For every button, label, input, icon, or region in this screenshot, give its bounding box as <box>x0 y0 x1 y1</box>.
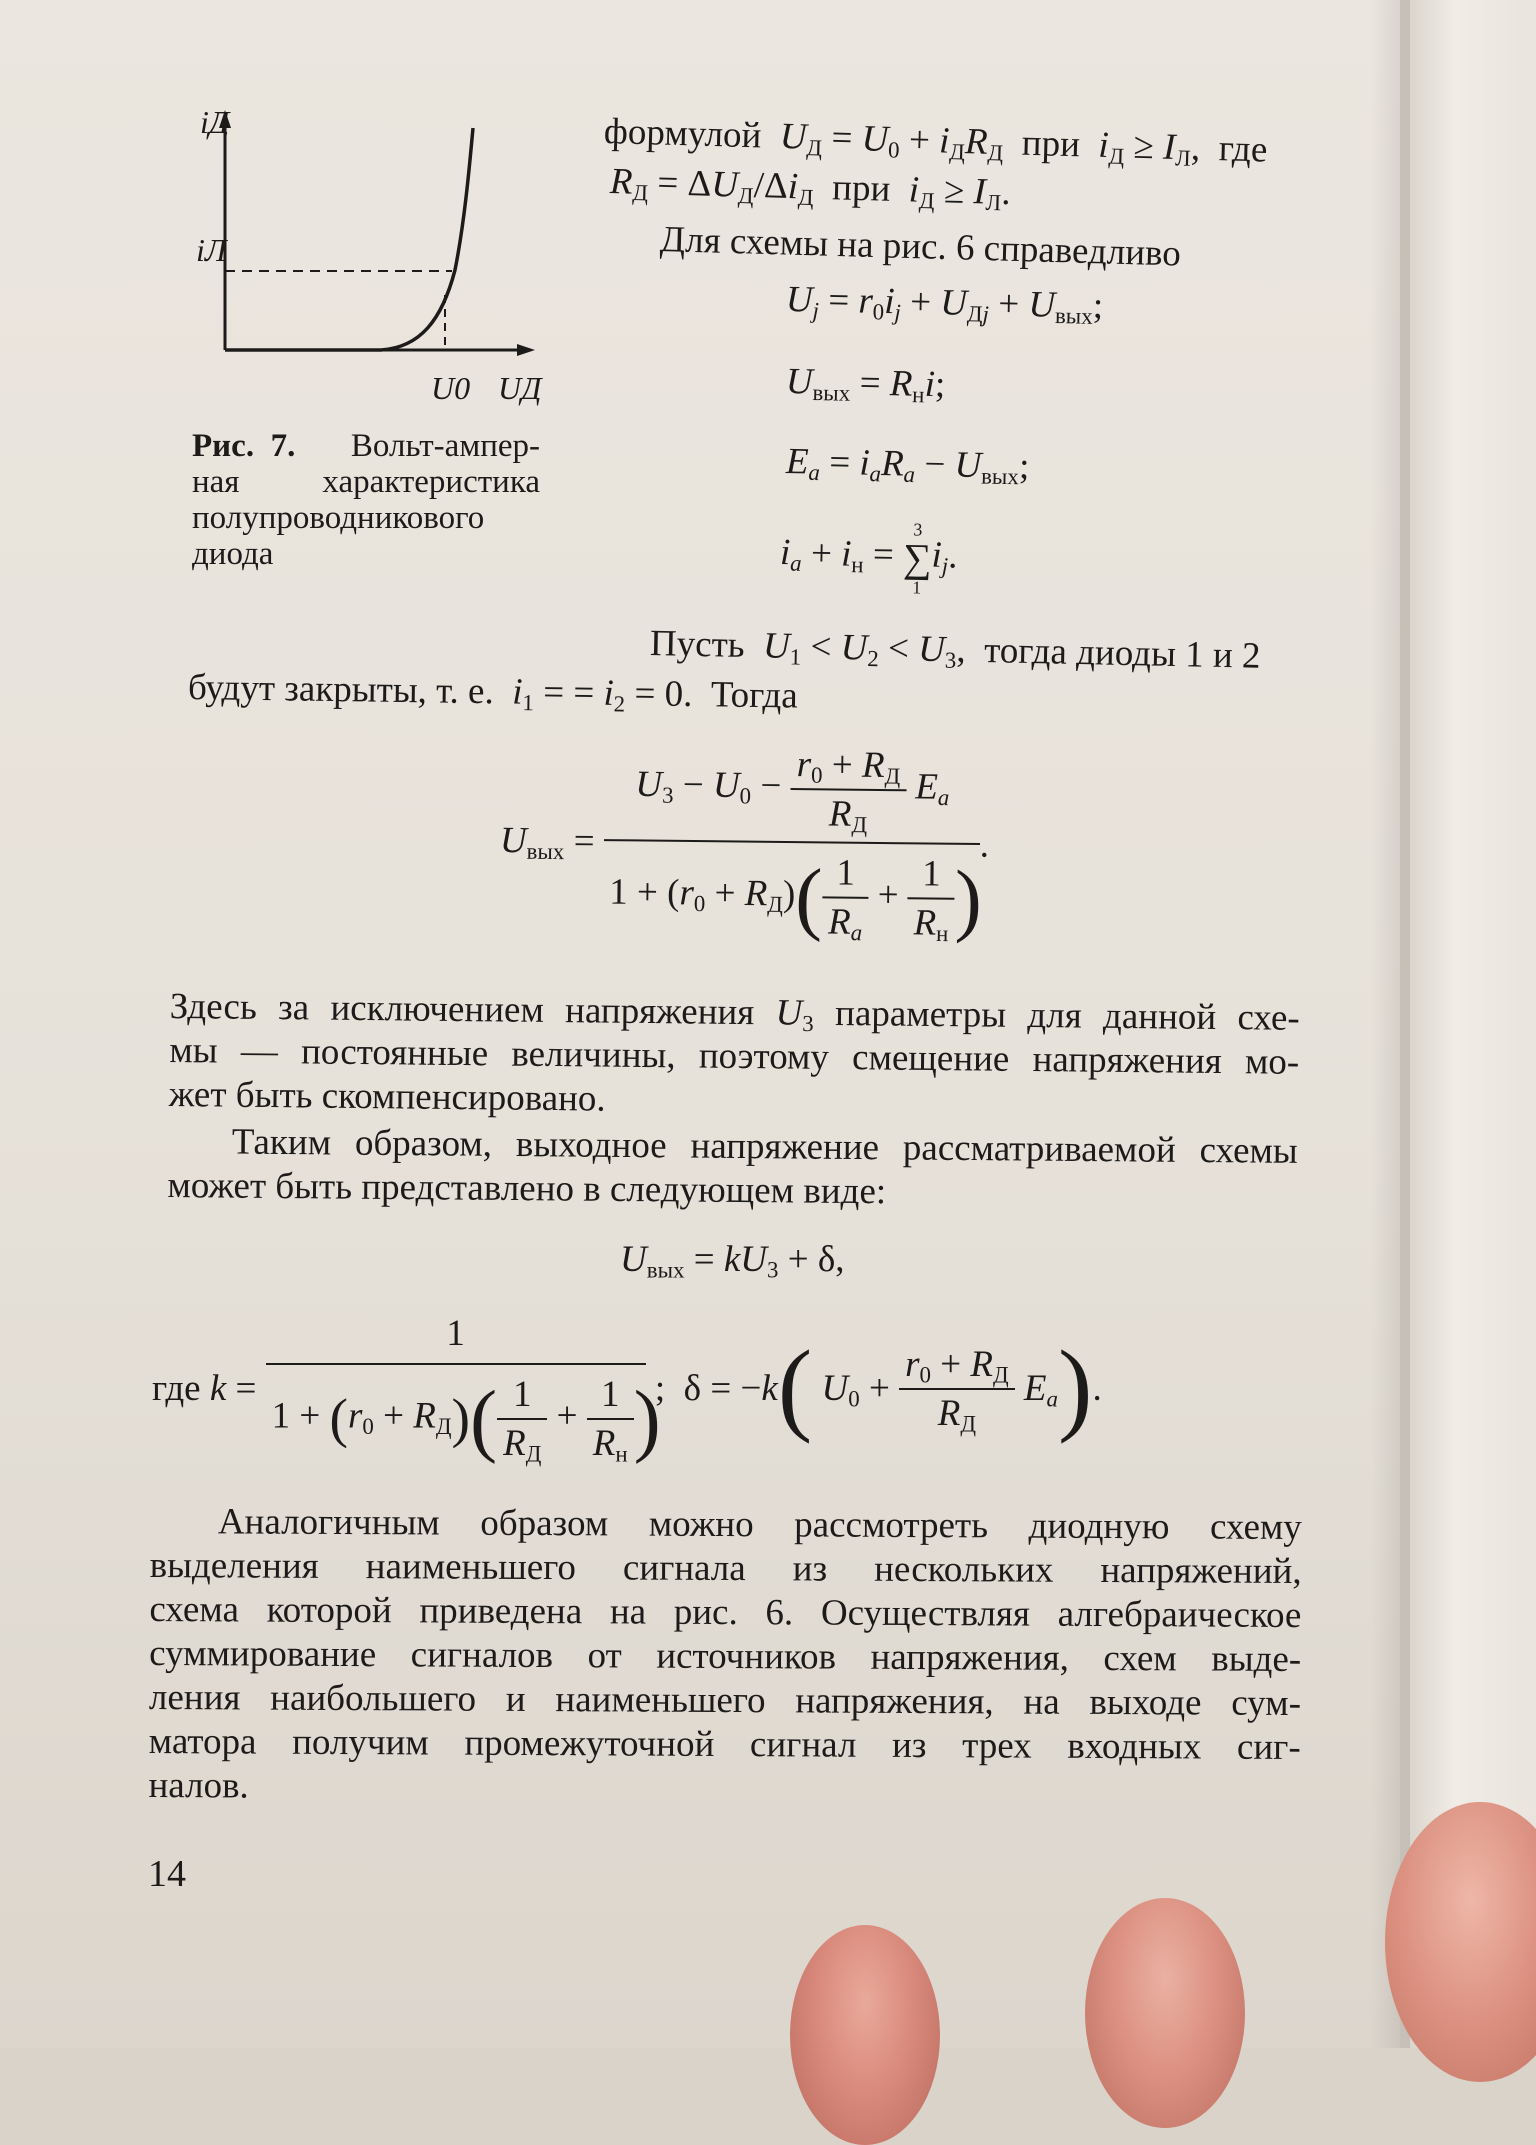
caption-text-2a: ная <box>192 464 240 500</box>
figure-x-label: UД <box>498 370 542 406</box>
figure-caption <box>192 428 540 572</box>
intro-line-1: формулой $U_Д = U_0 + i_ДR_Д$ при $i_Д \ge I_Л$, где <box>603 111 1268 171</box>
where-label: где <box>152 1368 201 1409</box>
figure-y-label: iД <box>200 104 230 140</box>
equation-uout: $U_{вых} = R_нi$; <box>785 361 946 408</box>
para-similar: Аналогичным образом можно рассмотреть диодную схему выделения наименьшего сигнала из нескольких напряжений, схема которой приведена на рис. 6. Осуществляя алгебраическое суммирование сигналов от источников напряжения, схем выде- ления наибольшего и наименьшего напряжения, на выходе сум- матора получим промежуточной сигнал из трех входных сиг- налов. <box>148 1501 1302 1807</box>
facing-page <box>1400 0 1536 2048</box>
caption-text-1: Вольт-ампер- <box>350 428 540 464</box>
formula-uout-full: $U_{вых}$ = $U_3 - U_0$ − $\frac{r_0 + R_Д}{R_Д}$ $E_a$ $1 + (r_0 + R_Д)$( $\frac{1}{R_a}$ + $\frac{1}{R_н}$ ) . <box>499 740 990 945</box>
equation-currents: $i_a + i_н$ = 3 ∑ 1 $i_j$. <box>779 519 958 598</box>
para-thus: Таким образом, выходное напряжение рассматриваемой схемы может быть представлено в следующем виде: <box>167 1121 1298 1213</box>
equation-uj: $U_j = r_0i_j + U_{Дj} + U_{вых}$; <box>785 279 1104 329</box>
formula-uout-linear: $U_{вых} = kU_3 + \delta$, <box>620 1239 845 1283</box>
para-here: Здесь за исключением напряжения $U_3$ параметры для данной схе- мы — постоянные величины, поэтому смещение напряжения мо- жет быть скомпенсировано. <box>168 985 1300 1120</box>
iv-curve <box>225 128 473 350</box>
finger-middle <box>1085 1898 1245 2128</box>
equation-ea: $E_a = i_aR_a - U_{вых}$; <box>785 441 1030 490</box>
intro-line-3: Для схемы на рис. 6 справедливо <box>659 219 1182 275</box>
caption-text-4: диода <box>192 536 274 572</box>
page-number: 14 <box>148 1853 186 1895</box>
para-let-line-1: Пусть $U_1 < U_2 < U_3$, тогда диоды 1 и 2 <box>649 623 1261 677</box>
caption-number: 7. <box>270 428 296 464</box>
figure-threshold-label: iЛ <box>196 232 227 268</box>
finger-left <box>790 1925 940 2145</box>
formula-k-delta: где k = 1 $1 + (r_0 + R_Д)$( $\frac{1}{R_Д}$ + $\frac{1}{R_н}$ ) ; δ = −k( $U_0$ + $\frac{r_0 + R_Д}{R_Д}$ $E_a$). <box>152 1313 1102 1467</box>
x-axis-arrow <box>517 344 535 356</box>
para-let-line-2: будут закрыты, т. е. $i_1$ = = $i_2 = 0$. Тогда <box>187 667 799 717</box>
figure-u0-label: U0 <box>431 370 471 406</box>
caption-label: Рис. <box>192 428 255 464</box>
caption-text-2b: характеристика <box>322 464 540 500</box>
caption-text-3: полупроводникового <box>192 500 485 536</box>
intro-line-2: $R_Д = \Delta U_Д/\Delta i_Д$ при $i_Д \ge I_Л$. <box>609 161 1012 216</box>
page-gutter-shadow <box>1370 0 1410 2048</box>
